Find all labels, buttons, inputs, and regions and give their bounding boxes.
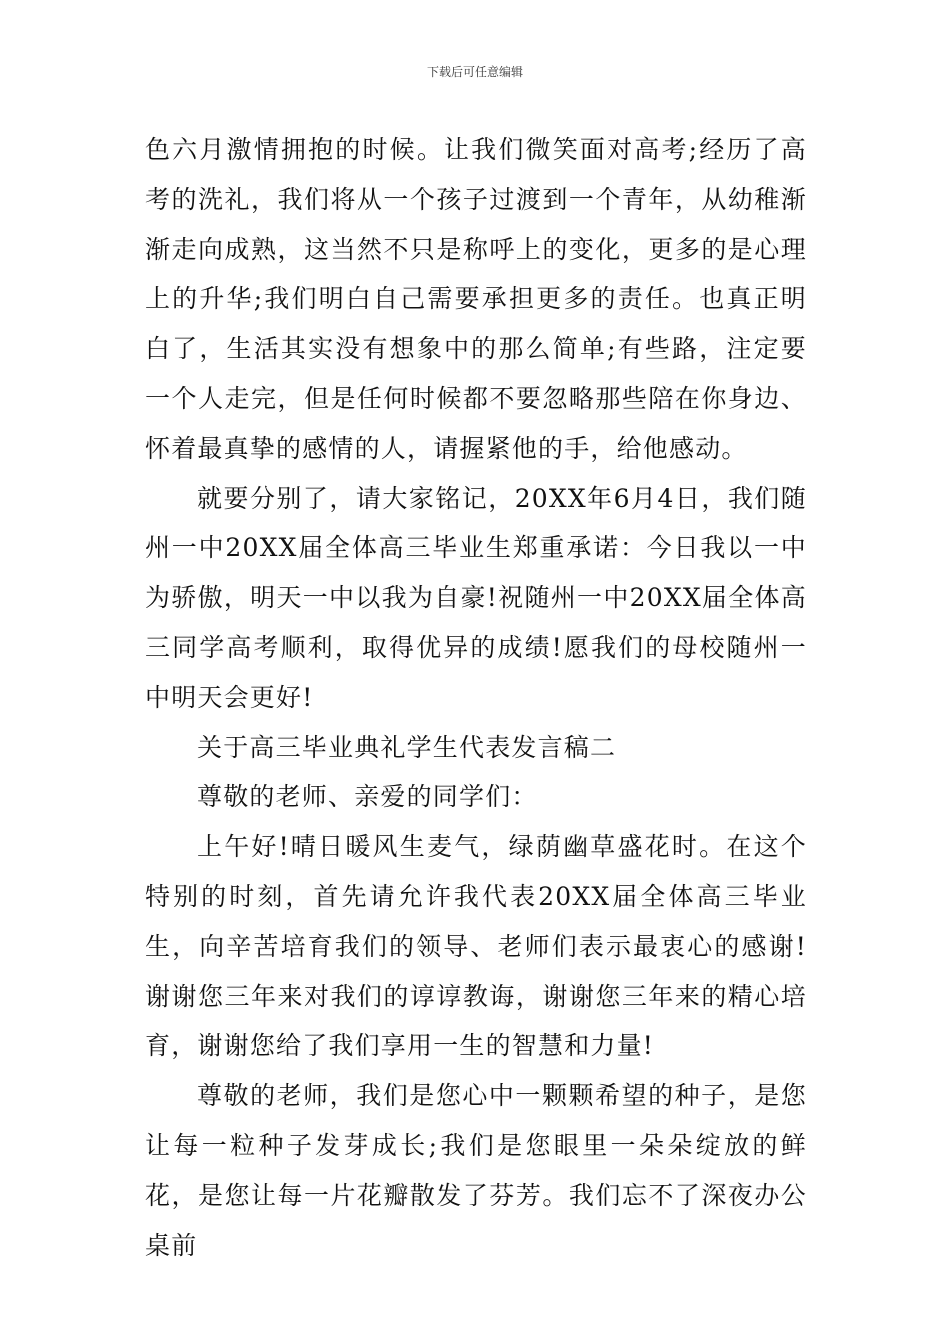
salutation: 尊敬的老师、亲爱的同学们：: [197, 782, 538, 812]
page-header: 下载后可任意编辑: [426, 65, 523, 79]
paragraph-teachers: 尊敬的老师，我们是您心中一颗颗希望的种子，是您让每一粒种子发芽成长;我们是您眼里一朵朵绽放的鲜花，是您让每一片花瓣散发了芬芳。我们忘不了深夜办公桌前: [145, 1081, 807, 1260]
document-body: [145, 125, 807, 1270]
paragraph-greeting: 上午好!晴日暖风生麦气，绿荫幽草盛花时。在这个特别的时刻，首先请允许我代表20XX届全体高三毕业生，向辛苦培育我们的领导、老师们表示最衷心的感谢!谢谢您三年来对我们的谆谆教诲，谢谢您三年来的精心培育，谢谢您给了我们享用一生的智慧和力量!: [145, 832, 807, 1061]
paragraph-continuation: 色六月激情拥抱的时候。让我们微笑面对高考;经历了高考的洗礼，我们将从一个孩子过渡到一个青年，从幼稚渐渐走向成熟，这当然不只是称呼上的变化，更多的是心理上的升华;我们明白自己需要承担更多的责任。也真正明白了，生活其实没有想象中的那么简单;有些路，注定要一个人走完，但是任何时候都不要忽略那些陪在你身边、怀着最真挚的感情的人，请握紧他的手，给他感动。: [145, 135, 807, 463]
paragraph-farewell-pledge: 就要分别了，请大家铭记，20XX年6月4日，我们随州一中20XX届全体高三毕业生郑重承诺：今日我以一中为骄傲，明天一中以我为自豪!祝随州一中20XX届全体高三同学高考顺利，取得优异的成绩!愿我们的母校随州一中明天会更好!: [145, 483, 807, 712]
section-title: 关于高三毕业典礼学生代表发言稿二: [197, 732, 617, 762]
